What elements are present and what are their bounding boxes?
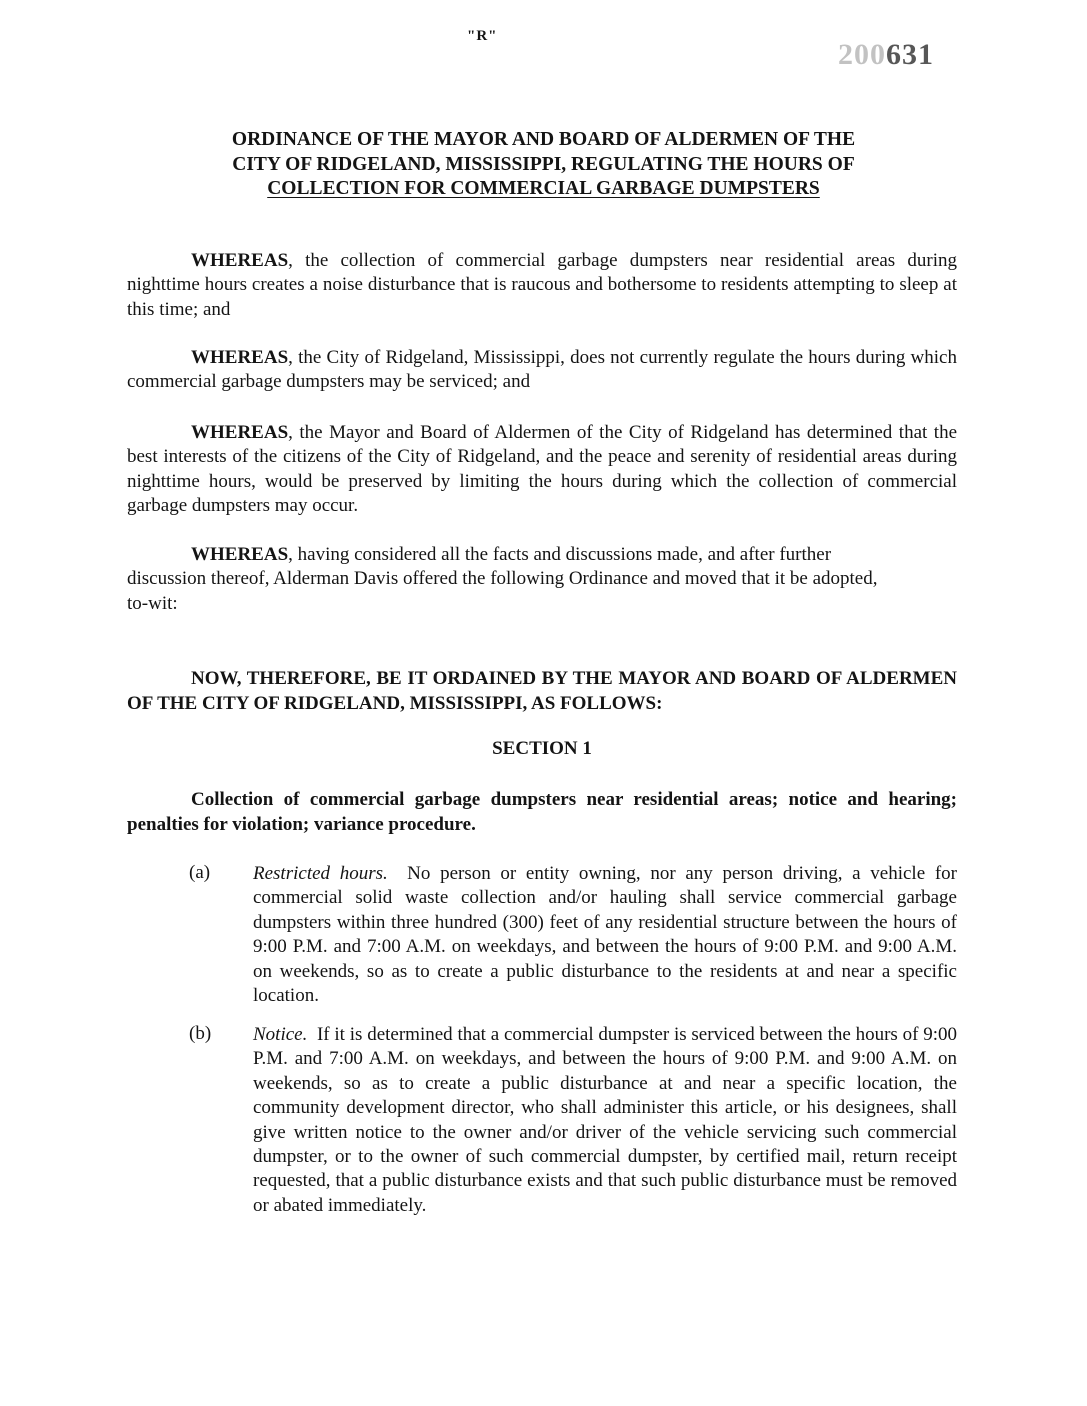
- item-text: If it is determined that a commercial dumpster is serviced between the hours of 9:00 P.M. and 7:00 A.M. on weekdays, and between the hours of 9:00 P.M. and 9:00 A.M. on weekends, so as to create a public disturbance at and near a specific location, the community development director, who shall administer this article, or his designees, shall give written notice to the owner and/or driver of the vehicle servicing such commercial dumpster, or to the owner of such commercial dumpster, by certified mail, return receipt requested, that a public disturbance exists and that such public disturbance must be removed or abated immediately.: [253, 1024, 962, 1216]
- title-line-3: COLLECTION FOR COMMERCIAL GARBAGE DUMPSTERS: [267, 178, 820, 199]
- title-line-1: ORDINANCE OF THE MAYOR AND BOARD OF ALDERMEN OF THE: [231, 129, 856, 150]
- section-heading: SECTION 1: [492, 738, 592, 759]
- section-subtitle-text: Collection of commercial garbage dumpsters near residential areas; notice and hearing; penalties for violation; variance procedure.: [127, 789, 957, 835]
- exhibit-mark: "R": [467, 28, 498, 44]
- item-body-b: [253, 1023, 962, 1218]
- whereas-lead: WHEREAS: [191, 347, 289, 368]
- item-caption: Notice.: [253, 1024, 308, 1045]
- ordaining-clause: [127, 667, 957, 716]
- whereas-clause-1: [127, 249, 957, 322]
- whereas-text: , the Mayor and Board of Aldermen of the City of Ridgeland has determined that the best interests of the citizens of the City of Ridgeland, and the peace and serenity of residential areas during nighttime hours, would be preserved by limiting the hours during which the collection of commercial garbage dumpsters may occur.: [127, 422, 957, 516]
- whereas-clause-4: [127, 543, 887, 616]
- item-caption: Restricted hours.: [253, 863, 388, 884]
- whereas-clause-2: [127, 346, 957, 395]
- ordinance-title: [150, 128, 937, 202]
- stamp-faded-digits: 200: [838, 38, 886, 71]
- whereas-lead: WHEREAS: [191, 544, 289, 565]
- whereas-text: , the collection of commercial garbage dumpsters near residential areas during nighttime hours creates a noise disturbance that is raucous and bothersome to residents attempting to sleep at this time; and: [127, 250, 957, 320]
- title-line-2: CITY OF RIDGELAND, MISSISSIPPI, REGULATING THE HOURS OF: [232, 153, 855, 175]
- whereas-lead: WHEREAS: [191, 422, 289, 443]
- stamp-clear-digits: 631: [886, 38, 934, 71]
- ordaining-text: NOW, THEREFORE, BE IT ORDAINED BY THE MAYOR AND BOARD OF ALDERMEN OF THE CITY OF RIDGELAND, MISSISSIPPI, AS FOLLOWS:: [127, 668, 957, 714]
- item-label-a: (a): [189, 862, 211, 883]
- whereas-lead: WHEREAS: [191, 250, 289, 271]
- item-label-b: (b): [189, 1023, 212, 1044]
- item-text: No person or entity owning, nor any person driving, a vehicle for commercial solid waste collection and/or hauling shall service commercial garbage dumpsters within three hundred (300) feet of any residential structure between the hours of 9:00 P.M. and 7:00 A.M. on weekdays, and between the hours of 9:00 P.M. and 9:00 A.M. on weekends, so as to create a public disturbance to the residents at and near a specific location.: [253, 863, 962, 1007]
- item-body-a: [253, 862, 962, 1008]
- section-subtitle: [127, 788, 957, 837]
- whereas-text: , the City of Ridgeland, Mississippi, does not currently regulate the hours during which commercial garbage dumpsters may be serviced; and: [127, 347, 957, 393]
- document-number-stamp: [838, 38, 934, 72]
- whereas-clause-3: [127, 421, 957, 518]
- whereas-text: , having considered all the facts and discussions made, and after further discussion thereof, Alderman Davis offered the following Ordinance and moved that it be adopted, to-wit:: [127, 544, 878, 614]
